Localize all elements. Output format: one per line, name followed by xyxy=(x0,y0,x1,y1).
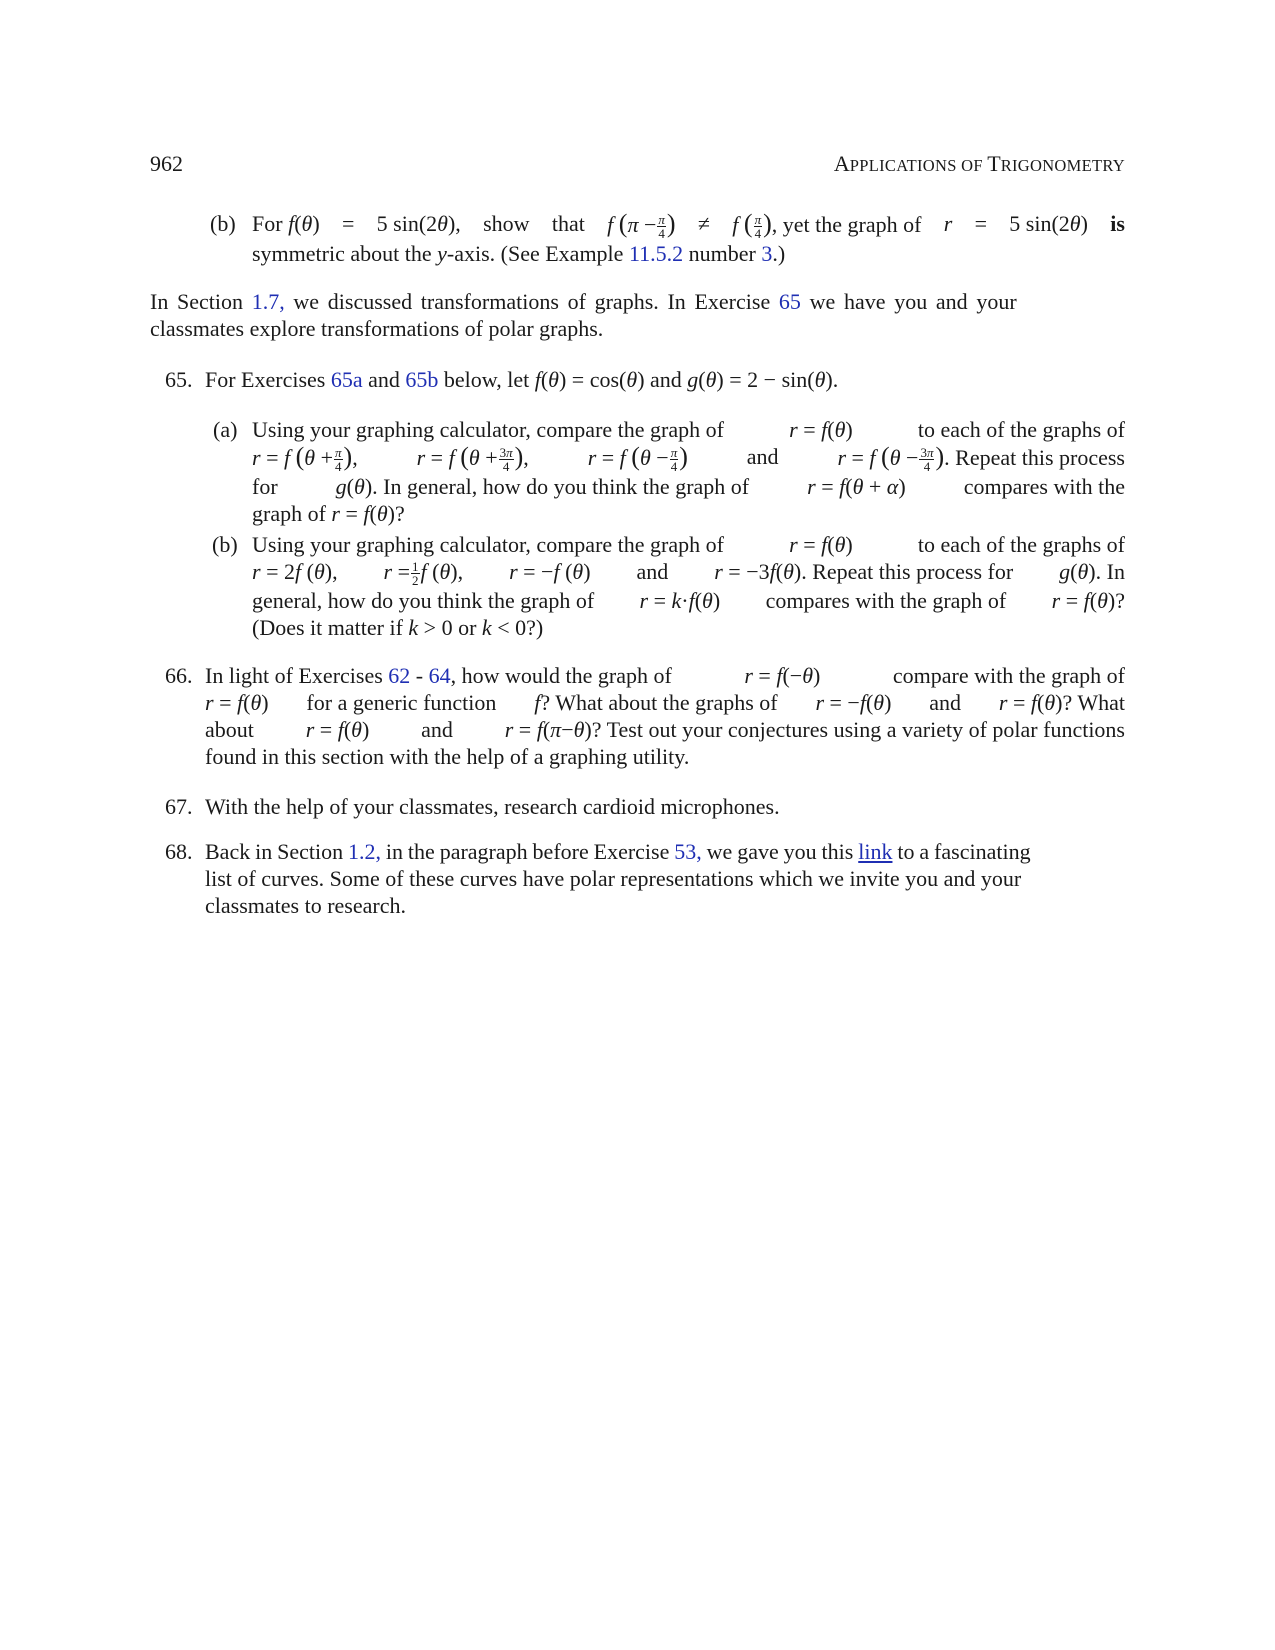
exercise-67-number: 67. xyxy=(165,794,193,819)
curves-link[interactable]: link xyxy=(858,839,893,864)
ref-number-3[interactable]: 3 xyxy=(761,241,773,267)
exercise-65-number: 65. xyxy=(165,367,193,392)
ref-section-1-7[interactable]: 1.7, xyxy=(251,289,285,314)
item-b-label: (b) xyxy=(210,211,236,236)
ref-65a[interactable]: 65a xyxy=(330,367,363,392)
ref-62[interactable]: 62 xyxy=(388,663,411,688)
exercise-65a-label: (a) xyxy=(213,417,238,442)
item-b-text xyxy=(252,210,1125,267)
ref-64[interactable]: 64 xyxy=(428,663,451,688)
exercise-65-intro: For Exercises 65a and 65b below, let f(θ) = cos(θ) and g(θ) = 2 − sin(θ). xyxy=(205,367,839,392)
page-header xyxy=(150,150,1125,180)
item-b-line-1: For f(θ) = 5 sin(2θ), show that f (π − $\frac{\pi}{4}$ ) ≠ f ( $\frac{\pi}{4}$ ), yet the graph of r = 5 sin(2θ) is xyxy=(252,209,1125,242)
exercise-66-number: 66. xyxy=(165,663,193,688)
page-number: 962 xyxy=(150,151,183,176)
ref-exercise-65[interactable]: 65 xyxy=(778,289,801,314)
ref-65b[interactable]: 65b xyxy=(405,367,439,392)
exercise-66-text: In light of Exercises 62 - 64, how would the graph of r = f(−θ) compare with the graph of r = f(θ) for a generic function f? What about the graphs of r = −f(θ) and r = f(θ)? What about r = f(θ) and r = f(π−θ)? Test out your conjectures using a variety of polar functions found in this section with the help of a graphing utility. xyxy=(205,663,1125,769)
exercise-67-text: With the help of your classmates, research cardioid microphones. xyxy=(205,794,780,819)
exercise-65b-text: Using your graphing calculator, compare the graph of r = f(θ) to each of the graphs of r = 2f (θ), r = $\frac{1}{2}$ f (θ), r = −f (θ) and r = −3f(θ). Repeat this process for g(θ). In general, how do you think the graph of r = k·f(θ) compares with the graph of r = f(θ)? (Does it matter if k > 0 or k < 0?) xyxy=(252,532,1125,641)
ref-example-11-5-2[interactable]: 11.5.2 xyxy=(628,241,684,267)
running-head: APPLICATIONS OF TRIGONOMETRY xyxy=(833,151,1125,176)
exercise-65a-text: Using your graphing calculator, compare the graph of r = f(θ) to each of the graphs of r = f (θ + $\frac{\pi}{4}$ ), r = f (θ + $\frac{3\pi}{4}$ ), r = f (θ − $\frac{\pi}{4}$ ) and r = f (θ − $\frac{3\pi}{4}$ ). Repeat this process for g(θ). In general, how do you think the graph of r = f(θ + α) compares with the graph of r = f(θ)? xyxy=(252,417,1125,527)
exercise-65b-label: (b) xyxy=(212,532,238,557)
exercise-68-number: 68. xyxy=(165,839,193,864)
exercise-68-text: Back in Section 1.2, in the paragraph before Exercise 53, we gave you this link to a fascinating list of curves. Some of these curves have polar representations which we invite you and your classmates to research. xyxy=(205,839,1031,918)
intro-paragraph: In Section 1.7, we discussed transformations of graphs. In Exercise 65 we have you and your classmates explore transformations of polar graphs. xyxy=(150,289,1017,341)
ref-section-1-2[interactable]: 1.2, xyxy=(348,839,382,864)
item-b-line-2: symmetric about the y-axis. (See Example 11.5.2 number 3.) xyxy=(252,241,786,267)
ref-exercise-53[interactable]: 53, xyxy=(674,839,702,864)
